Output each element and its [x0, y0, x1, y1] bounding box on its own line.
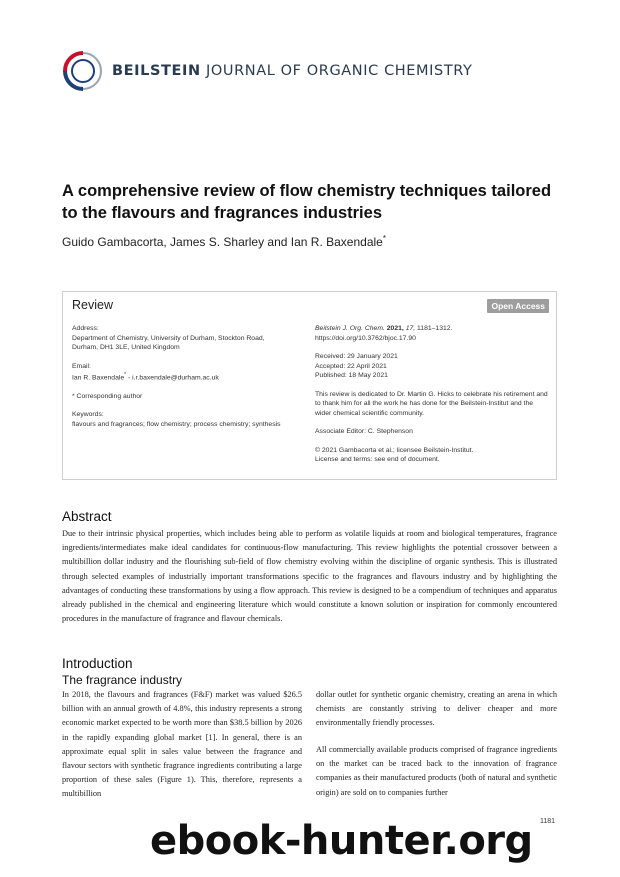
open-access-badge: Open Access — [487, 299, 549, 313]
associate-editor: Associate Editor: C. Stephenson — [315, 428, 413, 435]
published-date: Published: 18 May 2021 — [315, 372, 388, 379]
abstract-heading: Abstract — [62, 509, 112, 524]
copyright: © 2021 Gambacorta et al.; licensee Beilstein-Institut. — [315, 446, 474, 454]
abstract-text: Due to their intrinsic physical properties, which includes being able to perform as volatile liquids at room and biological temperatures, fragrance ingredients/intermediates make ideal candidates for continuous-flow manufacturing. This review highlights the potential crossover between a multibillion dollar industry and the flourishing sub-field of flow chemistry evolving within the discipline of organic synthesis. This is illustrated through selected examples of industrially important transformations specific to the fragrances and flavours industry and by highlighting the advantages of conducting these transformations by using a flow approach. This review is designed to be a compendium of techniques and apparatus already published in the chemical and engineering literature which would constitute a known solution or inspiration for commonly encountered procedures in the manufacture of fragrance and flavour chemicals. — [62, 529, 557, 624]
email-label: Email: — [72, 362, 91, 370]
intro-left-column: In 2018, the flavours and fragrances (F&F) market was valued $26.5 billion with an annual growth of 4.8%, this industry represents a strong economic market expected to be worth more than $38.5 billion by 2026 in the rapidly expanding global market [1]. In general, there is an approximate equal split in sales value between the fragrance and flavour sectors with synthetic fragrance ingredients contributing a large proportion of these sales (Figure 1). This, therefore, represents a multibillion — [62, 690, 302, 799]
email-name: Ian R. Baxendale — [72, 374, 125, 382]
watermark: ebook-hunter.org — [150, 818, 533, 864]
email-link[interactable]: - i.r.baxendale@durham.ac.uk — [126, 374, 219, 382]
article-title: A comprehensive review of flow chemistry techniques tailored to the flavours and fragrances industries — [62, 182, 552, 222]
keywords-label: Keywords: — [72, 411, 104, 419]
journal-ring-icon — [62, 50, 104, 92]
intro-right-column-p2: All commercially available products comprised of fragrance ingredients on the market can be traced back to the innovation of fragrance companies as their manufactured products (both of natural and synthetic origin) are sold on to companies further — [316, 745, 557, 797]
introduction-heading: Introduction — [62, 656, 133, 671]
address-line: Department of Chemistry, University of Durham, Stockton Road, — [72, 334, 265, 342]
article-info-box — [62, 291, 557, 480]
page-number: 1181 — [540, 818, 556, 825]
intro-right-column-p1: dollar outlet for synthetic organic chemistry, creating an arena in which chemists are constantly striving to deliver cheaper and more environmentally friendly processes. — [316, 690, 557, 728]
accepted-date: Accepted: 22 April 2021 — [315, 362, 387, 370]
info-right-column — [315, 324, 551, 474]
citation: Beilstein J. Org. Chem. 2021, 17, 1181–1312. — [315, 325, 453, 332]
corresponding-note: * Corresponding author — [72, 392, 143, 400]
address-line: Durham, DH1 3LE, United Kingdom — [72, 344, 180, 351]
fragrance-industry-subheading: The fragrance industry — [62, 673, 183, 687]
doi-link[interactable]: https://doi.org/10.3762/bjoc.17.90 — [315, 334, 416, 342]
article-type: Review — [72, 298, 113, 312]
keywords: flavours and fragrances; flow chemistry; process chemistry; synthesis — [72, 420, 281, 428]
info-left-column: Address: Department of Chemistry, University of Durham, Stockton Road, Durham, DH1 3LE, United Kingdom Email: Ian R. Baxendale* - i.r.baxendale@durham.ac.uk * Corresponding author Keywords: flavours and fragrances; flow chemistry; process chemistry; synthesis — [72, 325, 281, 428]
license: License and terms: see end of document. — [315, 456, 440, 463]
article-authors: Guido Gambacorta, James S. Sharley and Ian R. Baxendale* — [62, 234, 386, 249]
journal-logo — [62, 50, 473, 92]
dedication: This review is dedicated to Dr. Martin G. Hicks to celebrate his retirement and to thank him for all the work he has done for the Beilstein-Institut and the wider chemical scientific community. — [315, 390, 548, 417]
received-date: Received: 29 January 2021 — [315, 353, 398, 360]
address-label: Address: — [72, 325, 99, 332]
journal-name: BEILSTEIN JOURNAL OF ORGANIC CHEMISTRY — [112, 63, 473, 79]
